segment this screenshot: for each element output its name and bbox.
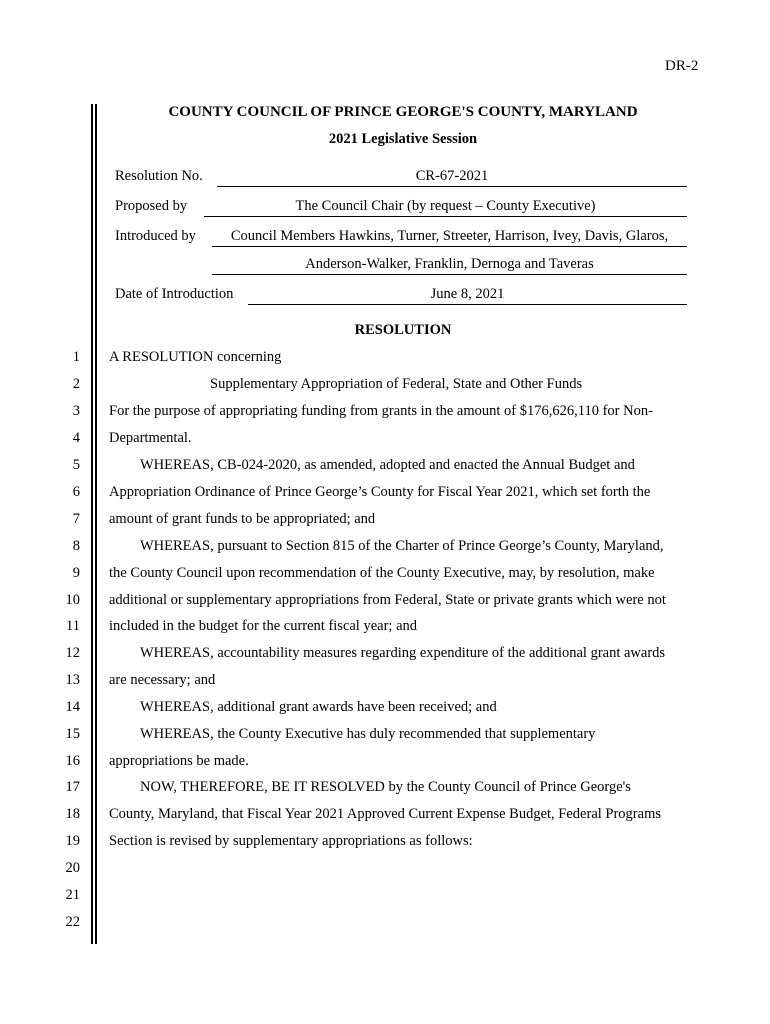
line-number: 22 bbox=[65, 914, 80, 930]
line-number: 12 bbox=[65, 645, 80, 661]
date-of-introduction-label: Date of Introduction bbox=[115, 286, 234, 302]
body-text: Section is revised by supplementary appropriations as follows: bbox=[109, 833, 473, 849]
council-title: COUNTY COUNCIL OF PRINCE GEORGE'S COUNTY, MARYLAND bbox=[168, 104, 638, 120]
body-text: WHEREAS, the County Executive has duly recommended that supplementary bbox=[140, 726, 596, 742]
body-text: Supplementary Appropriation of Federal, State and Other Funds bbox=[210, 376, 583, 392]
body-text: appropriations be made. bbox=[109, 753, 249, 769]
line-number: 18 bbox=[65, 806, 80, 822]
date-of-introduction-value: June 8, 2021 bbox=[248, 286, 687, 305]
resolution-number-label: Resolution No. bbox=[115, 168, 203, 184]
introduced-by-value-line-1: Council Members Hawkins, Turner, Streeter, Harrison, Ivey, Davis, Glaros, bbox=[212, 228, 687, 247]
resolution-heading: RESOLUTION bbox=[354, 322, 452, 338]
line-number: 13 bbox=[65, 672, 80, 688]
body-text: Appropriation Ordinance of Prince George’s County for Fiscal Year 2021, which set forth the bbox=[109, 484, 651, 500]
document-reference: DR-2 bbox=[665, 58, 699, 74]
body-text: WHEREAS, additional grant awards have been received; and bbox=[140, 699, 497, 715]
body-text: additional or supplementary appropriations from Federal, State or private grants which were not bbox=[109, 592, 666, 608]
line-number: 8 bbox=[72, 538, 80, 554]
line-number: 16 bbox=[65, 753, 80, 769]
line-number: 5 bbox=[72, 457, 80, 473]
line-number: 15 bbox=[65, 726, 80, 742]
line-number: 9 bbox=[72, 565, 80, 581]
introduced-by-value-line-2: Anderson-Walker, Franklin, Dernoga and Taveras bbox=[212, 256, 687, 275]
body-text: For the purpose of appropriating funding from grants in the amount of $176,626,110 for Non- bbox=[109, 403, 653, 419]
left-margin-rule-inner bbox=[95, 104, 97, 944]
body-text: WHEREAS, pursuant to Section 815 of the Charter of Prince George’s County, Maryland, bbox=[140, 538, 664, 554]
resolution-number-value: CR-67-2021 bbox=[217, 168, 687, 187]
line-number: 4 bbox=[72, 430, 80, 446]
body-text: Departmental. bbox=[109, 430, 192, 446]
body-text: WHEREAS, accountability measures regarding expenditure of the additional grant awards bbox=[140, 645, 666, 661]
line-number: 7 bbox=[72, 511, 80, 527]
line-number: 2 bbox=[72, 376, 80, 392]
body-text: are necessary; and bbox=[109, 672, 216, 688]
line-number: 19 bbox=[65, 833, 80, 849]
line-number: 6 bbox=[72, 484, 80, 500]
line-number: 1 bbox=[72, 349, 80, 365]
line-number: 21 bbox=[65, 887, 80, 903]
body-text: included in the budget for the current fiscal year; and bbox=[109, 618, 418, 634]
body-text: amount of grant funds to be appropriated; and bbox=[109, 511, 376, 527]
session-title: 2021 Legislative Session bbox=[328, 131, 478, 147]
proposed-by-label: Proposed by bbox=[115, 198, 188, 214]
proposed-by-value: The Council Chair (by request – County Executive) bbox=[204, 198, 687, 217]
line-number: 11 bbox=[66, 618, 80, 634]
line-number: 10 bbox=[65, 592, 80, 608]
body-text: NOW, THEREFORE, BE IT RESOLVED by the County Council of Prince George's bbox=[140, 779, 631, 795]
body-text: A RESOLUTION concerning bbox=[109, 349, 282, 365]
body-text: County, Maryland, that Fiscal Year 2021 Approved Current Expense Budget, Federal Programs bbox=[109, 806, 661, 822]
line-number: 14 bbox=[65, 699, 80, 715]
body-text: WHEREAS, CB-024-2020, as amended, adopted and enacted the Annual Budget and bbox=[140, 457, 635, 473]
line-number: 20 bbox=[65, 860, 80, 876]
line-number: 3 bbox=[72, 403, 80, 419]
body-text: the County Council upon recommendation of the County Executive, may, by resolution, make bbox=[109, 565, 655, 581]
line-number: 17 bbox=[65, 779, 80, 795]
introduced-by-label: Introduced by bbox=[115, 228, 196, 244]
left-margin-rule bbox=[91, 104, 93, 944]
